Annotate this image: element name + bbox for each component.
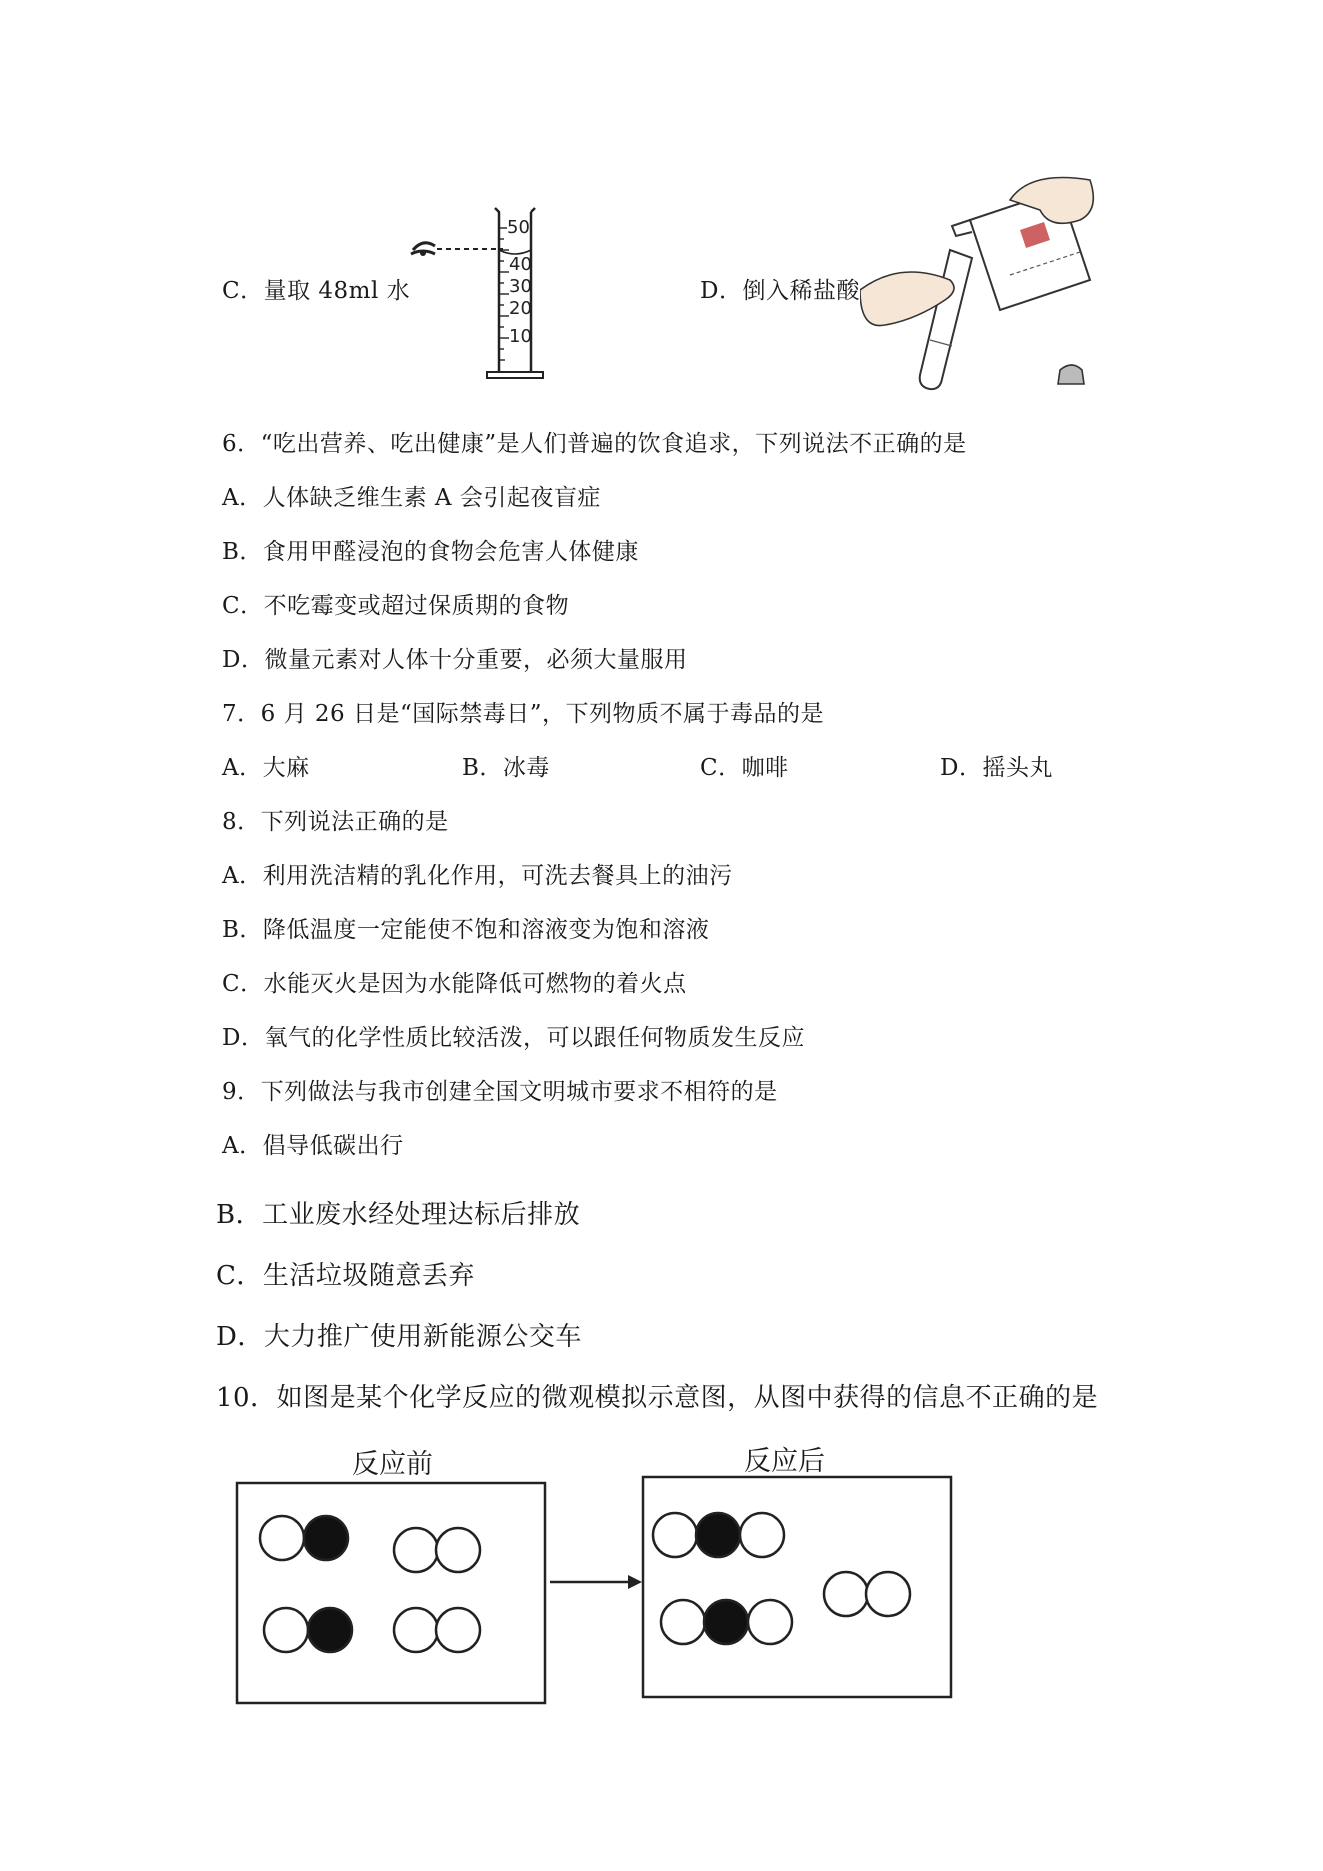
q7-stem: 7．6 月 26 日是“国际禁毒日”，下列物质不属于毒品的是 xyxy=(222,701,824,727)
q5-option-d: D．倒入稀盐酸 xyxy=(700,278,860,304)
q8-option-d: D．氧气的化学性质比较活泼，可以跟任何物质发生反应 xyxy=(222,1025,805,1051)
q10-stem: 10．如图是某个化学反应的微观模拟示意图，从图中获得的信息不正确的是 xyxy=(216,1383,1099,1413)
q7-option-c: C．咖啡 xyxy=(700,755,789,781)
q8-option-b: B．降低温度一定能使不饱和溶液变为饱和溶液 xyxy=(222,917,710,943)
q9-stem: 9．下列做法与我市创建全国文明城市要求不相符的是 xyxy=(222,1079,778,1105)
pouring-acid-figure xyxy=(860,170,1100,400)
q9-option-d: D．大力推广使用新能源公交车 xyxy=(216,1322,582,1352)
q6-option-c: C．不吃霉变或超过保质期的食物 xyxy=(222,593,570,619)
q9-option-a: A．倡导低碳出行 xyxy=(222,1133,404,1159)
tick-20: 20 xyxy=(509,298,532,319)
tick-50: 50 xyxy=(507,217,530,238)
q9-option-c: C．生活垃圾随意丢弃 xyxy=(216,1261,475,1291)
q7-option-b: B．冰毒 xyxy=(462,755,550,781)
eye-icon xyxy=(411,243,435,256)
tick-10: 10 xyxy=(509,326,532,347)
tick-40: 40 xyxy=(509,254,532,275)
q9-option-b: B．工业废水经处理达标后排放 xyxy=(216,1200,581,1230)
q7-option-a: A．大麻 xyxy=(222,755,310,781)
after-reaction-label: 反应后 xyxy=(744,1446,825,1477)
q5-option-c: C．量取 48ml 水 xyxy=(222,278,411,304)
q7-option-d: D．摇头丸 xyxy=(940,755,1053,781)
q6-option-a: A．人体缺乏维生素 A 会引起夜盲症 xyxy=(222,485,601,511)
reaction-diagram xyxy=(230,1470,970,1710)
q8-stem: 8．下列说法正确的是 xyxy=(222,809,449,835)
q6-stem: 6．“吃出营养、吃出健康”是人们普遍的饮食追求，下列说法不正确的是 xyxy=(222,431,967,457)
q6-option-b: B．食用甲醛浸泡的食物会危害人体健康 xyxy=(222,539,639,565)
q8-option-c: C．水能灭火是因为水能降低可燃物的着火点 xyxy=(222,971,687,997)
before-reaction-label: 反应前 xyxy=(352,1449,433,1480)
q6-option-d: D．微量元素对人体十分重要，必须大量服用 xyxy=(222,647,688,673)
tick-30: 30 xyxy=(509,276,532,297)
graduated-cylinder-figure xyxy=(395,200,565,390)
q8-option-a: A．利用洗洁精的乳化作用，可洗去餐具上的油污 xyxy=(222,863,733,889)
